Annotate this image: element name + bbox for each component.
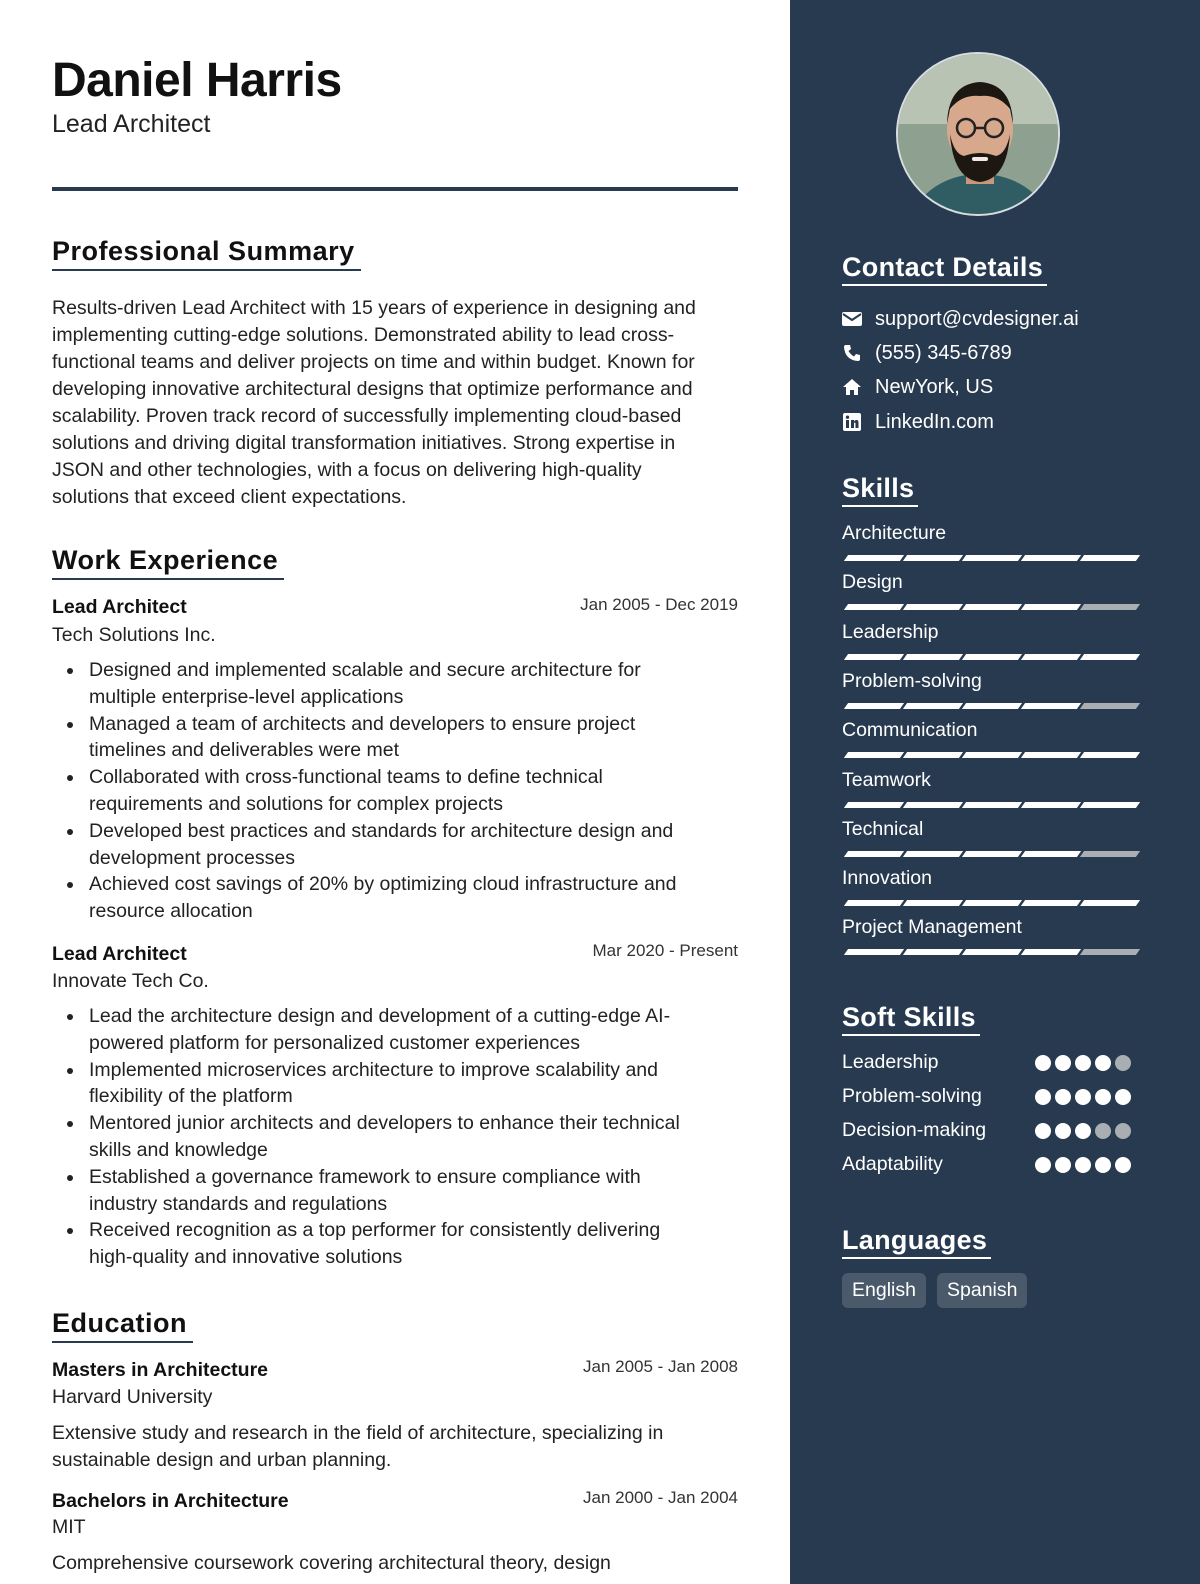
skill-level-segment bbox=[844, 949, 904, 955]
location-text: NewYork, US bbox=[875, 375, 994, 398]
skill-level-segment bbox=[1080, 851, 1140, 857]
skill-level-segment bbox=[1021, 752, 1081, 758]
phone-text: (555) 345-6789 bbox=[875, 341, 1012, 364]
skill-level-segment bbox=[1080, 752, 1140, 758]
skill-level-segment bbox=[962, 654, 1022, 660]
job-title: Lead Architect bbox=[52, 943, 187, 965]
skill-level-segment bbox=[1021, 802, 1081, 808]
rating-dot bbox=[1095, 1123, 1111, 1139]
skill-level-segment bbox=[962, 752, 1022, 758]
job-company: Innovate Tech Co. bbox=[52, 970, 209, 992]
language-chip: English bbox=[842, 1273, 926, 1308]
skill-level-segment bbox=[844, 555, 904, 561]
rating-dot bbox=[1115, 1157, 1131, 1173]
skill-level-bar bbox=[842, 703, 1134, 709]
bullet-item: Received recognition as a top performer for consistently delivering high-quality and innovative solutions bbox=[52, 1217, 742, 1271]
rating-dot bbox=[1035, 1055, 1051, 1071]
job-dates: Mar 2020 - Present bbox=[592, 941, 738, 960]
skill-level-segment bbox=[844, 703, 904, 709]
skill-level-segment bbox=[844, 851, 904, 857]
skill-level-segment bbox=[1080, 900, 1140, 906]
soft-skill-rating bbox=[1035, 1055, 1131, 1071]
skill-level-bar bbox=[842, 752, 1134, 758]
degree-title: Bachelors in Architecture bbox=[52, 1490, 289, 1512]
bullet-item: Achieved cost savings of 20% by optimizing cloud infrastructure and resource allocation bbox=[52, 871, 742, 925]
rating-dot bbox=[1075, 1055, 1091, 1071]
skill-level-segment bbox=[1021, 703, 1081, 709]
skill-name: Teamwork bbox=[842, 768, 931, 791]
skill-level-segment bbox=[1021, 604, 1081, 610]
rating-dot bbox=[1055, 1089, 1071, 1105]
rating-dot bbox=[1075, 1157, 1091, 1173]
summary-line: JSON and other technologies, with a focus on delivering high-quality bbox=[52, 459, 642, 481]
soft-skills-heading: Soft Skills bbox=[842, 1002, 980, 1036]
skill-name: Design bbox=[842, 571, 903, 594]
rating-dot bbox=[1095, 1055, 1111, 1071]
job-dates: Jan 2005 - Dec 2019 bbox=[580, 595, 738, 614]
experience-heading: Work Experience bbox=[52, 545, 284, 580]
summary-heading: Professional Summary bbox=[52, 236, 361, 271]
skill-level-segment bbox=[903, 604, 963, 610]
job-company: Tech Solutions Inc. bbox=[52, 624, 216, 646]
skill-level-bar bbox=[842, 604, 1134, 610]
rating-dot bbox=[1035, 1089, 1051, 1105]
skill-level-segment bbox=[903, 555, 963, 561]
summary-text bbox=[52, 295, 742, 511]
language-chip: Spanish bbox=[937, 1273, 1027, 1308]
rating-dot bbox=[1055, 1055, 1071, 1071]
bullet-item: Established a governance framework to ensure compliance with industry standards and regulations bbox=[52, 1164, 742, 1218]
contact-location bbox=[842, 373, 993, 401]
rating-dot bbox=[1115, 1089, 1131, 1105]
skill-name: Communication bbox=[842, 719, 978, 742]
degree-dates: Jan 2005 - Jan 2008 bbox=[582, 1357, 738, 1376]
summary-line: solutions that exceed client expectations. bbox=[52, 486, 407, 508]
summary-line: scalability. Proven track record of successfully implementing cloud-based bbox=[52, 405, 682, 427]
bullet-item: Developed best practices and standards for architecture design and development processes bbox=[52, 818, 742, 872]
email-text: support@cvdesigner.ai bbox=[875, 307, 1079, 330]
job-bullets bbox=[52, 1003, 742, 1271]
candidate-role: Lead Architect bbox=[52, 110, 211, 138]
summary-line: developing innovative architectural designs that optimize performance and bbox=[52, 378, 693, 400]
skill-level-bar bbox=[842, 555, 1134, 561]
phone-icon bbox=[842, 343, 862, 363]
rating-dot bbox=[1115, 1055, 1131, 1071]
contact-heading: Contact Details bbox=[842, 252, 1047, 286]
linkedin-icon bbox=[842, 412, 862, 432]
header-divider bbox=[52, 187, 738, 191]
skill-name: Technical bbox=[842, 817, 924, 840]
portrait-illustration bbox=[898, 54, 1060, 216]
skill-name: Architecture bbox=[842, 522, 947, 544]
rating-dot bbox=[1075, 1123, 1091, 1139]
bullet-item: Lead the architecture design and development of a cutting-edge AI- powered platform for personalized customer experiences bbox=[52, 1003, 742, 1057]
skill-level-segment bbox=[844, 604, 904, 610]
contact-linkedin[interactable] bbox=[842, 408, 994, 436]
languages-heading: Languages bbox=[842, 1225, 991, 1259]
home-icon bbox=[842, 377, 862, 397]
skills-heading: Skills bbox=[842, 473, 918, 507]
skill-level-segment bbox=[962, 555, 1022, 561]
skill-level-segment bbox=[844, 752, 904, 758]
summary-line: functional teams and deliver projects on time and within budget. Known for bbox=[52, 351, 695, 373]
skill-level-bar bbox=[842, 949, 1134, 955]
bullet-item: Mentored junior architects and developers to enhance their technical skills and knowledge bbox=[52, 1110, 742, 1164]
skill-level-segment bbox=[962, 900, 1022, 906]
degree-dates: Jan 2000 - Jan 2004 bbox=[582, 1488, 738, 1507]
skill-level-bar bbox=[842, 851, 1134, 857]
contact-phone[interactable] bbox=[842, 339, 1012, 367]
skill-level-segment bbox=[1021, 851, 1081, 857]
rating-dot bbox=[1055, 1157, 1071, 1173]
envelope-icon bbox=[842, 309, 862, 329]
education-heading: Education bbox=[52, 1308, 193, 1343]
skill-level-segment bbox=[1021, 900, 1081, 906]
soft-skill-rating bbox=[1035, 1089, 1131, 1105]
skill-level-bar bbox=[842, 654, 1134, 660]
skill-level-segment bbox=[903, 949, 963, 955]
bullet-item: Managed a team of architects and developers to ensure project timelines and deliverables were met bbox=[52, 711, 742, 765]
soft-skill-name: Decision-making bbox=[842, 1119, 987, 1141]
skill-level-segment bbox=[962, 604, 1022, 610]
skill-level-segment bbox=[1080, 654, 1140, 660]
skill-level-segment bbox=[903, 752, 963, 758]
contact-email[interactable] bbox=[842, 305, 1079, 333]
school-name: MIT bbox=[52, 1516, 86, 1538]
sidebar bbox=[790, 0, 1200, 1584]
school-name: Harvard University bbox=[52, 1386, 213, 1408]
summary-line: implementing cutting-edge solutions. Demonstrated ability to lead cross- bbox=[52, 324, 675, 346]
degree-title: Masters in Architecture bbox=[52, 1359, 269, 1381]
skill-name: Project Management bbox=[842, 916, 1022, 939]
rating-dot bbox=[1115, 1123, 1131, 1139]
linkedin-text: LinkedIn.com bbox=[875, 410, 994, 433]
soft-skill-name: Adaptability bbox=[842, 1153, 943, 1175]
summary-line: Results-driven Lead Architect with 15 years of experience in designing and bbox=[52, 297, 696, 319]
profile-photo bbox=[896, 52, 1060, 216]
skill-name: Leadership bbox=[842, 620, 939, 643]
skill-level-segment bbox=[962, 949, 1022, 955]
degree-description: Comprehensive coursework covering architectural theory, design bbox=[52, 1552, 611, 1574]
bullet-item: Collaborated with cross-functional teams to define technical requirements and solutions for complex projects bbox=[52, 764, 742, 818]
skill-level-segment bbox=[1080, 555, 1140, 561]
skill-level-segment bbox=[1021, 949, 1081, 955]
skill-level-segment bbox=[903, 851, 963, 857]
soft-skill-name: Leadership bbox=[842, 1051, 939, 1073]
skill-level-segment bbox=[962, 851, 1022, 857]
skill-level-segment bbox=[903, 703, 963, 709]
skill-level-segment bbox=[1080, 949, 1140, 955]
skill-level-segment bbox=[844, 654, 904, 660]
skill-name: Problem-solving bbox=[842, 669, 982, 692]
skill-level-segment bbox=[962, 703, 1022, 709]
soft-skill-rating bbox=[1035, 1123, 1131, 1139]
summary-line: solutions and driving digital transformation initiatives. Strong expertise in bbox=[52, 432, 676, 454]
skill-level-segment bbox=[903, 802, 963, 808]
soft-skill-rating bbox=[1035, 1157, 1131, 1173]
main-column bbox=[52, 0, 738, 1584]
job-bullets bbox=[52, 657, 742, 925]
job-title: Lead Architect bbox=[52, 596, 187, 618]
skill-level-segment bbox=[1080, 703, 1140, 709]
rating-dot bbox=[1055, 1123, 1071, 1139]
skill-level-segment bbox=[844, 900, 904, 906]
skill-level-segment bbox=[1080, 802, 1140, 808]
rating-dot bbox=[1095, 1089, 1111, 1105]
candidate-name: Daniel Harris bbox=[52, 54, 342, 107]
skill-level-segment bbox=[1021, 654, 1081, 660]
rating-dot bbox=[1035, 1123, 1051, 1139]
rating-dot bbox=[1035, 1157, 1051, 1173]
skill-level-segment bbox=[1021, 555, 1081, 561]
skill-level-segment bbox=[844, 802, 904, 808]
skill-level-bar bbox=[842, 802, 1134, 808]
skill-level-bar bbox=[842, 900, 1134, 906]
degree-description: Extensive study and research in the field of architecture, specializing in sustainable design and urban planning. bbox=[52, 1422, 664, 1471]
rating-dot bbox=[1095, 1157, 1111, 1173]
skill-name: Innovation bbox=[842, 867, 932, 890]
skill-level-segment bbox=[1080, 604, 1140, 610]
bullet-item: Designed and implemented scalable and secure architecture for multiple enterprise-level applications bbox=[52, 657, 742, 711]
soft-skill-name: Problem-solving bbox=[842, 1085, 982, 1107]
bullet-item: Implemented microservices architecture to improve scalability and flexibility of the platform bbox=[52, 1057, 742, 1111]
skill-level-segment bbox=[903, 654, 963, 660]
skill-level-segment bbox=[962, 802, 1022, 808]
rating-dot bbox=[1075, 1089, 1091, 1105]
skill-level-segment bbox=[903, 900, 963, 906]
